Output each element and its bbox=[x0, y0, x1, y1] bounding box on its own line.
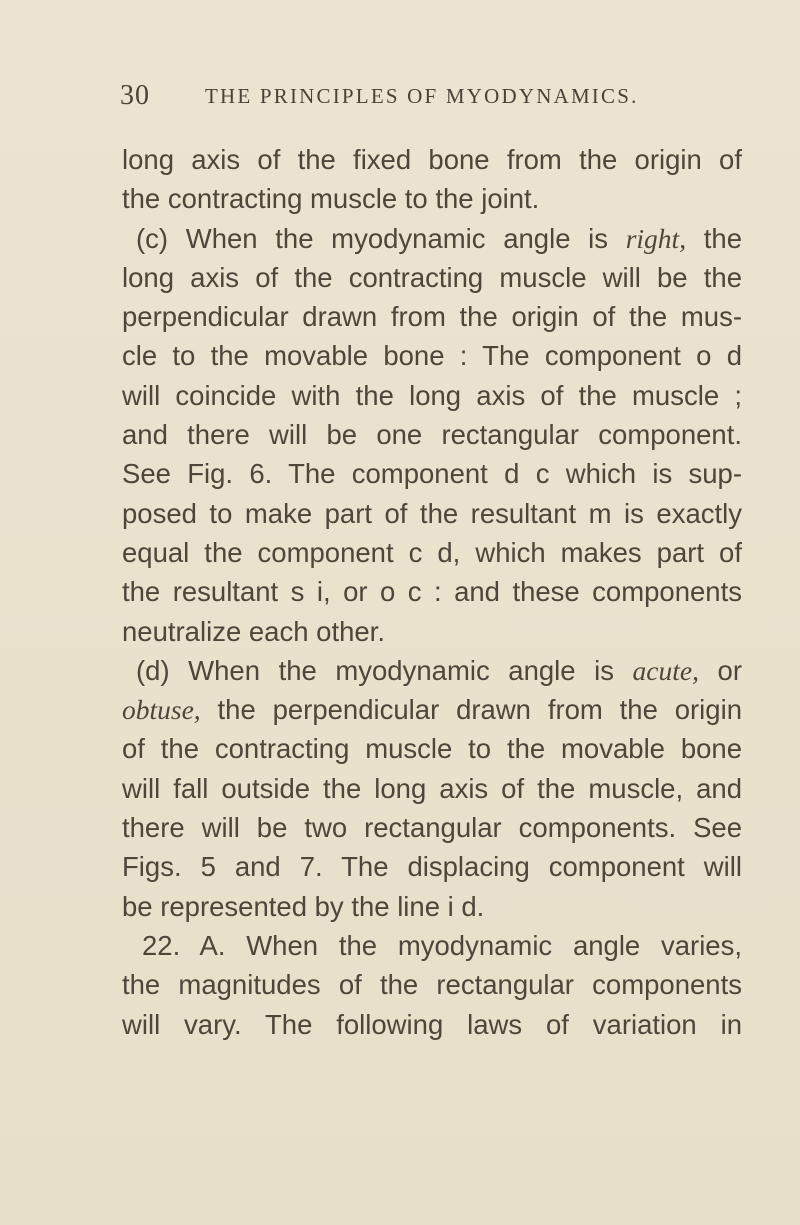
text-run: perpendicular drawn from the origin of the mus- bbox=[122, 301, 742, 333]
text-run: will vary. The following laws of variation in bbox=[122, 1008, 742, 1040]
text-line bbox=[122, 533, 742, 572]
text-line bbox=[122, 612, 742, 651]
text-line bbox=[122, 926, 742, 965]
text-line bbox=[122, 651, 742, 690]
text-run: the perpendicular drawn from the origin bbox=[200, 694, 742, 726]
italic-term: right, bbox=[625, 222, 687, 254]
text-line bbox=[122, 179, 742, 218]
running-head: THE PRINCIPLES OF MYODYNAMICS. bbox=[205, 84, 639, 108]
text-run: See Fig. 6. The component d c which is sup- bbox=[122, 458, 742, 490]
page-number: 30 bbox=[120, 80, 150, 111]
text-run: or bbox=[698, 654, 742, 686]
text-run: long axis of the fixed bone from the origin of bbox=[122, 144, 742, 175]
text-run: there will be two rectangular components. See bbox=[122, 812, 742, 844]
text-run: Figs. 5 and 7. The displacing component will bbox=[122, 851, 742, 883]
text-line bbox=[122, 494, 742, 533]
text-run: be represented by the line i d. bbox=[122, 890, 485, 922]
text-run: (c) When the myodynamic angle is bbox=[136, 222, 626, 254]
text-line bbox=[122, 690, 742, 729]
text-line bbox=[122, 965, 742, 1004]
text-run: posed to make part of the resultant m is exactly bbox=[122, 497, 742, 529]
text-run: the bbox=[686, 222, 742, 254]
text-run: 22. A. When the myodynamic angle varies, bbox=[142, 929, 742, 961]
text-run: the contracting muscle to the joint. bbox=[122, 183, 540, 215]
text-run: and there will be one rectangular component. bbox=[122, 419, 742, 451]
text-run: the magnitudes of the rectangular components bbox=[122, 969, 742, 1001]
text-run: will fall outside the long axis of the muscle, and bbox=[122, 772, 742, 804]
text-line bbox=[122, 808, 742, 847]
text-run: neutralize each other. bbox=[122, 615, 385, 647]
text-line bbox=[122, 572, 742, 611]
text-line bbox=[122, 376, 742, 415]
text-line bbox=[122, 847, 742, 886]
italic-term: obtuse, bbox=[122, 694, 201, 726]
text-run: long axis of the contracting muscle will be the bbox=[122, 261, 742, 293]
text-line bbox=[122, 140, 742, 179]
text-line bbox=[122, 219, 742, 258]
text-run: (d) When the myodynamic angle is bbox=[136, 654, 633, 686]
text-run: the resultant s i, or o c : and these components bbox=[122, 576, 742, 608]
text-line bbox=[122, 336, 742, 375]
text-line bbox=[122, 454, 742, 493]
text-run: will coincide with the long axis of the muscle ; bbox=[122, 379, 742, 411]
page-header bbox=[120, 80, 680, 120]
italic-term: acute, bbox=[632, 654, 699, 686]
text-run: cle to the movable bone : The component o d bbox=[122, 340, 742, 372]
body-text bbox=[122, 140, 742, 1044]
text-run: equal the component c d, which makes part of bbox=[122, 536, 742, 568]
text-line bbox=[122, 258, 742, 297]
text-line bbox=[122, 415, 742, 454]
text-line bbox=[122, 297, 742, 336]
text-run: of the contracting muscle to the movable bone bbox=[122, 733, 742, 765]
text-line bbox=[122, 729, 742, 768]
text-line bbox=[122, 1005, 742, 1044]
text-line bbox=[122, 769, 742, 808]
text-line bbox=[122, 887, 742, 926]
